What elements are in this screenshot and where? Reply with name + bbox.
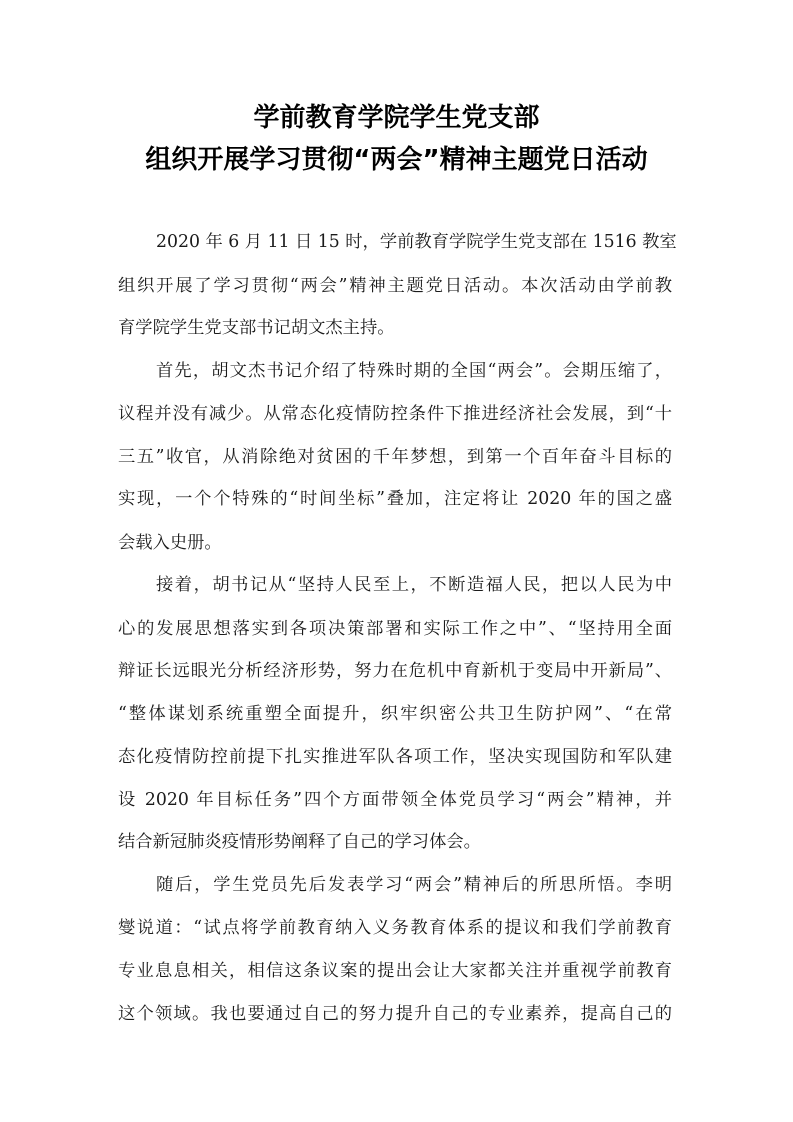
paragraph-3-line-1: 接着，胡书记从“坚持人民至上，不断造福人民，把以人民为中 [156,575,672,595]
paragraph-4-line-3: 专业息息相关，相信这条议案的提出会让大家都关注并重视学前教育 [118,961,672,981]
paragraph-2-line-2: 议程并没有减少。从常态化疫情防控条件下推进经济社会发展，到“十 [118,404,672,424]
document-title-line-2: 组织开展学习贯彻“两会”精神主题党日活动 [145,145,648,175]
paragraph-2-line-3: 三五”收官，从消除绝对贫困的千年梦想，到第一个百年奋斗目标的 [118,447,672,467]
paragraph-4-line-2: 燮说道：“试点将学前教育纳入义务教育体系的提议和我们学前教育 [118,918,672,938]
paragraph-2-line-4: 实现，一个个特殊的“时间坐标”叠加，注定将让 2020 年的国之盛 [118,489,672,509]
paragraph-3-line-5: 态化疫情防控前提下扎实推进军队各项工作，坚决实现国防和军队建 [118,747,672,767]
paragraph-2-line-5: 会载入史册。 [118,533,222,553]
paragraph-1-line-2: 组织开展了学习贯彻“两会”精神主题党日活动。本次活动由学前教 [118,276,672,296]
paragraph-3-line-3: 辩证长远眼光分析经济形势，努力在危机中育新机于变局中开新局”、 [118,661,672,681]
paragraph-3-line-7: 结合新冠肺炎疫情形势阐释了自己的学习体会。 [118,832,481,852]
paragraph-2-line-1: 首先，胡文杰书记介绍了特殊时期的全国“两会”。会期压缩了， [156,361,672,381]
paragraph-4-line-1: 随后，学生党员先后发表学习“两会”精神后的所思所悟。李明 [156,875,672,895]
paragraph-1-line-1: 2020 年 6 月 11 日 15 时，学前教育学院学生党支部在 1516 教室 [156,232,677,252]
paragraph-3-line-4: “整体谋划系统重塑全面提升，织牢织密公共卫生防护网”、“在常 [118,704,672,724]
document-title-line-1: 学前教育学院学生党支部 [253,103,540,133]
paragraph-3-line-6: 设 2020 年目标任务”四个方面带领全体党员学习“两会”精神，并 [118,790,672,810]
paragraph-1-line-3: 育学院学生党支部书记胡文杰主持。 [118,318,395,338]
paragraph-3-line-2: 心的发展思想落实到各项决策部署和实际工作之中”、“坚持用全面 [118,619,672,639]
paragraph-4-line-4: 这个领域。我也要通过自己的努力提升自己的专业素养，提高自己的 [118,1004,672,1024]
